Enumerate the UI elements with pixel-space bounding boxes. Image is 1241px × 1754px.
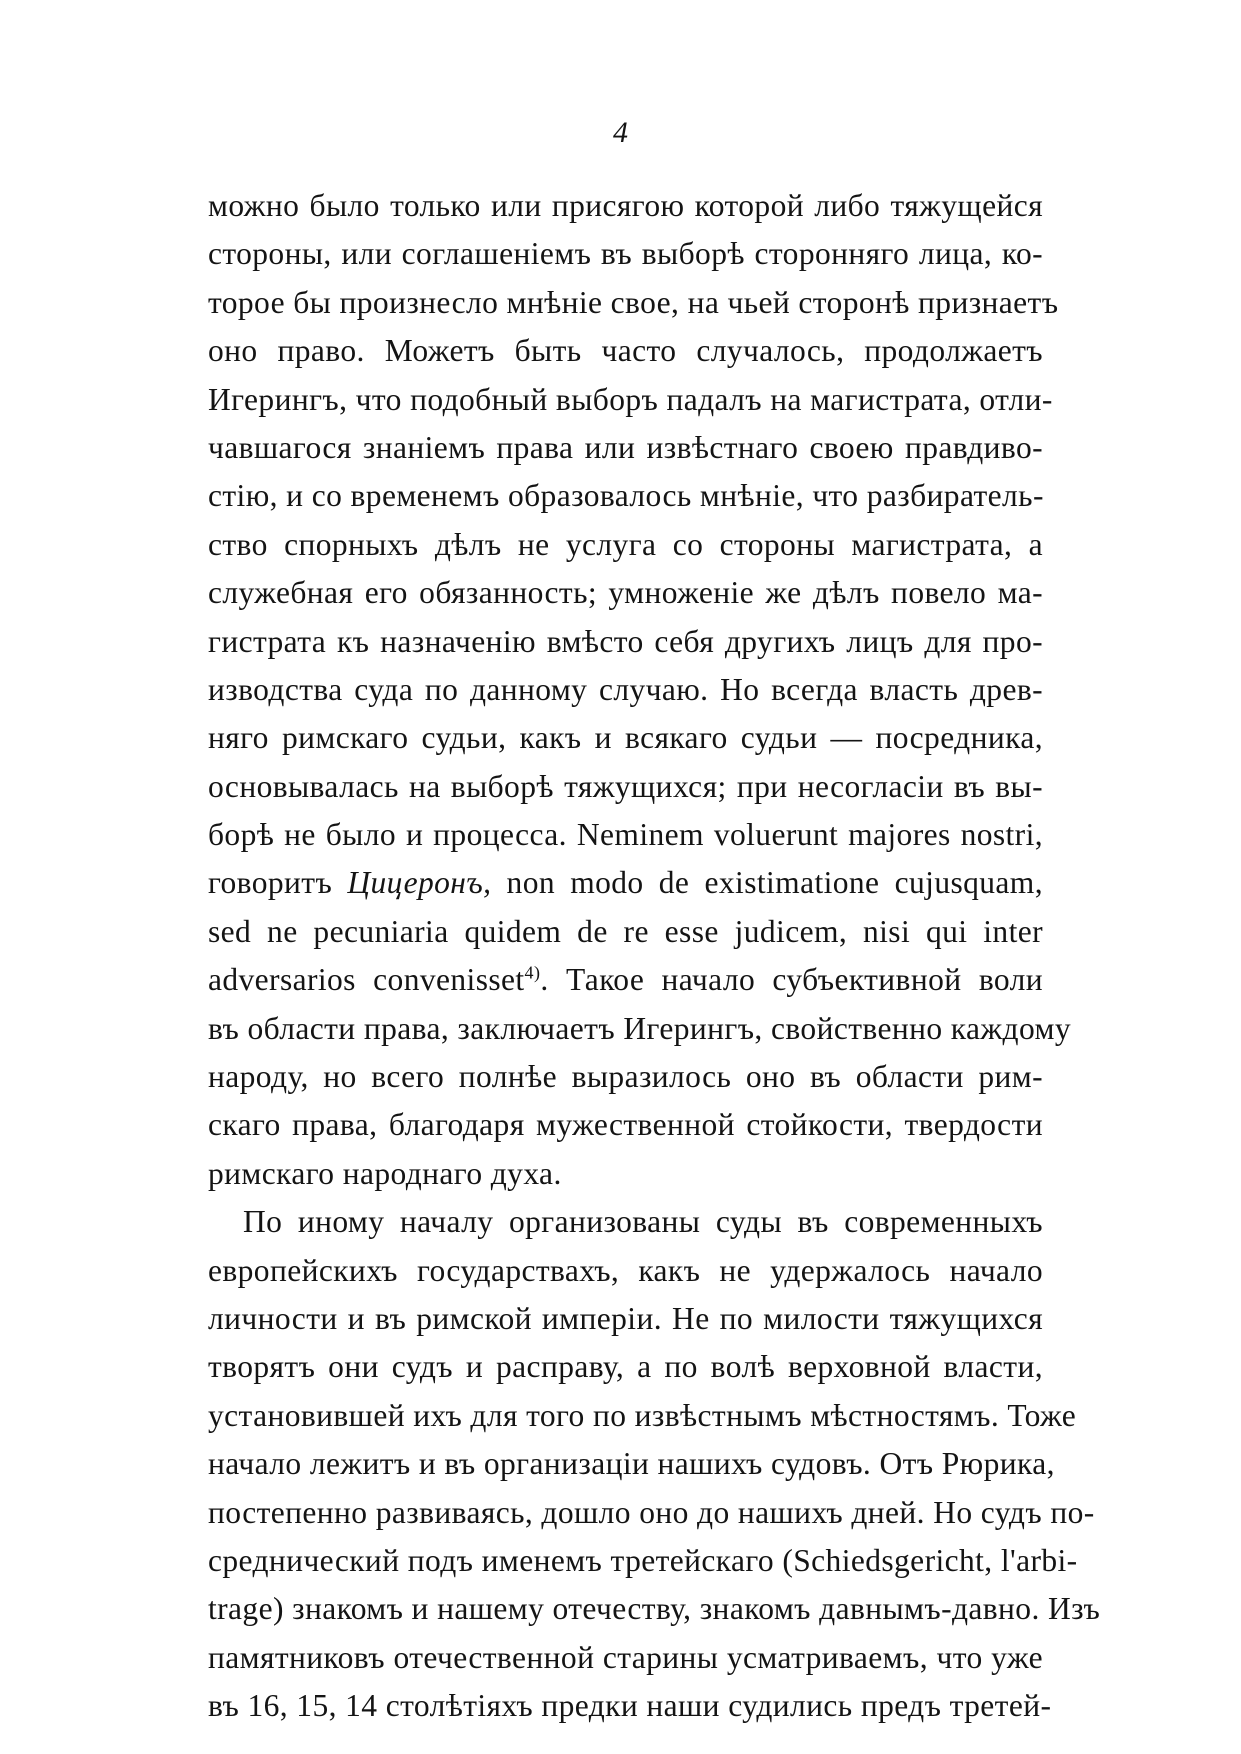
text-line: борѣ не было и процесса. Neminem voluerunt majores nostri, bbox=[208, 817, 1043, 853]
text-line-cicero bbox=[208, 859, 1043, 907]
text-run: non modo de existimatione cujusquam, bbox=[491, 865, 1043, 901]
text-line: оно право. Можетъ быть часто случалось, продолжаетъ bbox=[208, 333, 1043, 369]
text-line: основывалась на выборѣ тяжущихся; при несогласіи въ вы- bbox=[208, 768, 1043, 804]
author-name-italic: Цицеронъ, bbox=[347, 865, 492, 901]
text-line: памятниковъ отечественной старины усматриваемъ, что уже bbox=[208, 1639, 1043, 1675]
text-line: скаго права, благодаря мужественной стойкости, твердости bbox=[208, 1107, 1043, 1143]
paragraph-1 bbox=[208, 182, 1072, 1198]
text-line: По иному началу организованы суды въ современныхъ bbox=[243, 1204, 1043, 1240]
text-line: постепенно развиваясь, дошло оно до нашихъ дней. Но судъ по- bbox=[208, 1494, 1095, 1530]
text-run: adversarios convenisset bbox=[208, 962, 525, 998]
text-line: установившей ихъ для того по извѣстнымъ мѣстностямъ. Тоже bbox=[208, 1397, 1077, 1433]
text-line: гистрата къ назначенію вмѣсто себя другихъ лицъ для про- bbox=[208, 623, 1043, 659]
text-line: европейскихъ государствахъ, какъ не удержалось начало bbox=[208, 1252, 1043, 1288]
text-line: trage) знакомъ и нашему отечеству, знакомъ давнымъ-давно. Изъ bbox=[208, 1591, 1101, 1627]
text-line: чавшагося знаніемъ права или извѣстнаго своею правдиво- bbox=[208, 429, 1043, 465]
text-line: личности и въ римской имперіи. Не по милости тяжущихся bbox=[208, 1300, 1043, 1336]
text-line: Игерингъ, что подобный выборъ падалъ на магистрата, отли- bbox=[208, 381, 1053, 417]
text-line: sed ne pecuniaria quidem de re esse judicem, nisi qui inter bbox=[208, 913, 1043, 949]
text-line: ство спорныхъ дѣлъ не услуга со стороны магистрата, а bbox=[208, 526, 1043, 562]
text-line: среднический подъ именемъ третейскаго (Schiedsgericht, l'arbi- bbox=[208, 1542, 1078, 1578]
text-line: въ 16, 15, 14 столѣтіяхъ предки наши судились предъ третей- bbox=[208, 1688, 1052, 1724]
text-line: стію, и со временемъ образовалось мнѣніе, что разбиратель- bbox=[208, 478, 1044, 514]
text-line: няго римскаго судьи, какъ и всякаго судьи — посредника, bbox=[208, 720, 1043, 756]
page-number: 4 bbox=[613, 116, 628, 149]
text-line: римскаго народнаго духа. bbox=[208, 1155, 562, 1191]
text-line: стороны, или соглашеніемъ въ выборѣ сторонняго лица, ко- bbox=[208, 236, 1043, 272]
text-run: . Такое начало субъективной воли bbox=[540, 962, 1043, 998]
text-line: творятъ они судъ и расправу, а по волѣ верховной власти, bbox=[208, 1349, 1043, 1385]
text-line: народу, но всего полнѣе выразилось оно въ области рим- bbox=[208, 1059, 1043, 1095]
text-line: можно было только или присягою которой либо тяжущейся bbox=[208, 188, 1043, 223]
body-text bbox=[208, 182, 1101, 1731]
footnote-marker: 4) bbox=[524, 962, 541, 983]
text-line: начало лежитъ и въ организаціи нашихъ судовъ. Отъ Рюрика, bbox=[208, 1446, 1055, 1482]
text-line: служебная его обязанность; умноженіе же дѣлъ повело ма- bbox=[208, 575, 1043, 611]
text-line: въ области права, заключаетъ Игерингъ, свойственно каждому bbox=[208, 1010, 1072, 1046]
text-line: торое бы произнесло мнѣніе свое, на чьей сторонѣ признаетъ bbox=[208, 284, 1059, 320]
text-line: изводства суда по данному случаю. Но всегда власть древ- bbox=[208, 671, 1043, 707]
text-line-footnote bbox=[208, 956, 1043, 1004]
text-run: говоритъ bbox=[208, 865, 348, 901]
paragraph-2 bbox=[208, 1198, 1101, 1730]
